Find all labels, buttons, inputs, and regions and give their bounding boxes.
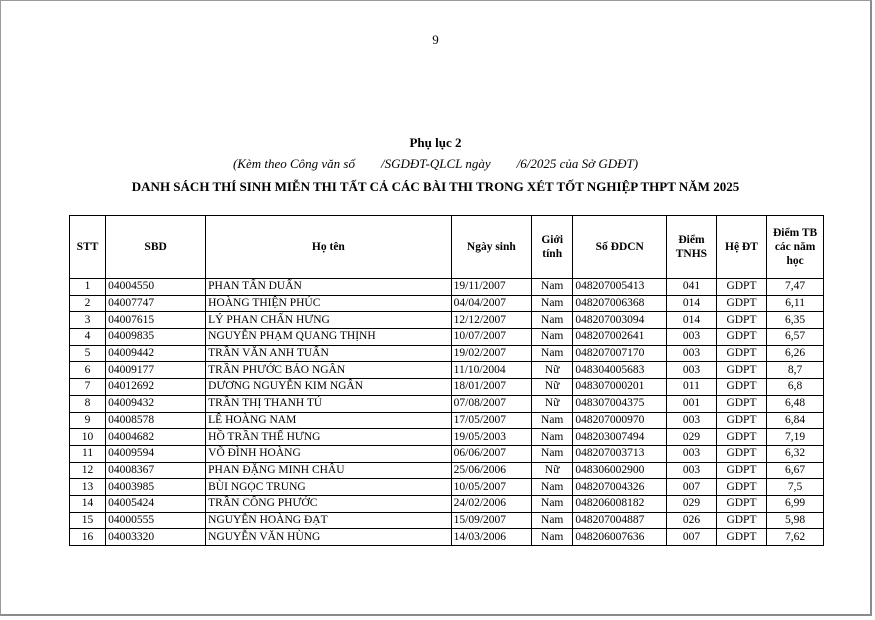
cell-dob: 14/03/2006 [451,529,531,546]
cell-tnhs: 003 [667,462,717,479]
cell-tnhs: 003 [667,345,717,362]
cell-name: LÝ PHAN CHẤN HƯNG [206,312,451,329]
cell-stt: 9 [70,412,106,429]
table-body [70,279,824,546]
cell-he: GDPT [716,345,767,362]
cell-avg: 6,26 [767,345,824,362]
table-row [70,395,824,412]
cell-sbd: 04007747 [106,295,206,312]
cell-stt: 5 [70,345,106,362]
cell-cccd: 048207006368 [573,295,667,312]
cell-gender: Nam [532,529,573,546]
cell-sbd: 04009442 [106,345,206,362]
cell-he: GDPT [716,329,767,346]
cell-tnhs: 007 [667,479,717,496]
cell-he: GDPT [716,379,767,396]
cell-stt: 4 [70,329,106,346]
cell-stt: 2 [70,295,106,312]
cell-he: GDPT [716,312,767,329]
cell-tnhs: 003 [667,412,717,429]
cell-name: LÊ HOÀNG NAM [206,412,451,429]
table-row [70,412,824,429]
cell-cccd: 048207005413 [573,279,667,296]
cell-cccd: 048207004326 [573,479,667,496]
cell-sbd: 04003985 [106,479,206,496]
cell-stt: 12 [70,462,106,479]
cell-stt: 13 [70,479,106,496]
cell-cccd: 048206007636 [573,529,667,546]
table-row [70,462,824,479]
cell-gender: Nam [532,279,573,296]
cell-cccd: 048203007494 [573,429,667,446]
cell-stt: 8 [70,395,106,412]
cell-he: GDPT [716,412,767,429]
cell-avg: 6,84 [767,412,824,429]
cell-stt: 10 [70,429,106,446]
cell-tnhs: 014 [667,312,717,329]
cell-name: HỒ TRẦN THẾ HƯNG [206,429,451,446]
cell-stt: 14 [70,495,106,512]
table-row [70,295,824,312]
cell-gender: Nữ [532,462,573,479]
cell-dob: 24/02/2006 [451,495,531,512]
cell-sbd: 04004550 [106,279,206,296]
cell-cccd: 048304005683 [573,362,667,379]
cell-dob: 07/08/2007 [451,395,531,412]
cell-dob: 17/05/2007 [451,412,531,429]
cell-tnhs: 007 [667,529,717,546]
cell-gender: Nam [532,512,573,529]
cell-dob: 19/11/2007 [451,279,531,296]
cell-name: TRẦN VĂN ANH TUẤN [206,345,451,362]
header-name: Họ tên [206,216,451,279]
cell-avg: 7,47 [767,279,824,296]
cell-name: NGUYỄN HOÀNG ĐẠT [206,512,451,529]
cell-cccd: 048207002641 [573,329,667,346]
cell-he: GDPT [716,512,767,529]
header-gender: Giới tính [532,216,573,279]
table-row [70,329,824,346]
cell-he: GDPT [716,462,767,479]
cell-sbd: 04009835 [106,329,206,346]
cell-avg: 6,32 [767,445,824,462]
cell-he: GDPT [716,495,767,512]
cell-cccd: 048307000201 [573,379,667,396]
cell-sbd: 04008578 [106,412,206,429]
candidate-table [69,215,824,546]
cell-name: TRẦN CÔNG PHƯỚC [206,495,451,512]
header-he: Hệ ĐT [716,216,767,279]
header-dob: Ngày sinh [451,216,531,279]
page-number: 9 [432,32,439,47]
table-row [70,362,824,379]
cell-name: NGUYỄN VĂN HÙNG [206,529,451,546]
cell-dob: 19/05/2003 [451,429,531,446]
cell-avg: 7,19 [767,429,824,446]
cell-name: BÙI NGỌC TRUNG [206,479,451,496]
cell-dob: 15/09/2007 [451,512,531,529]
cell-dob: 10/05/2007 [451,479,531,496]
cell-gender: Nam [532,479,573,496]
cell-avg: 6,11 [767,295,824,312]
cell-gender: Nam [532,329,573,346]
cell-tnhs: 014 [667,295,717,312]
table-row [70,529,824,546]
cell-gender: Nữ [532,395,573,412]
header-stt: STT [70,216,106,279]
cell-sbd: 04009594 [106,445,206,462]
cell-avg: 6,35 [767,312,824,329]
table-row [70,379,824,396]
cell-he: GDPT [716,279,767,296]
cell-tnhs: 041 [667,279,717,296]
cell-stt: 3 [70,312,106,329]
table-row [70,495,824,512]
cell-cccd: 048206008182 [573,495,667,512]
cell-cccd: 048306002900 [573,462,667,479]
cell-dob: 12/12/2007 [451,312,531,329]
cell-name: PHAN ĐẶNG MINH CHÂU [206,462,451,479]
cell-name: VÕ ĐÌNH HOÀNG [206,445,451,462]
cell-avg: 7,62 [767,529,824,546]
cell-cccd: 048207004887 [573,512,667,529]
document-title: DANH SÁCH THÍ SINH MIỄN THI TẤT CẢ CÁC BÀI THI TRONG XÉT TỐT NGHIỆP THPT NĂM 2025 [131,179,740,194]
reference-line: (Kèm theo Công văn số /SGDĐT-QLCL ngày /6/2025 của Sở GDĐT) [232,156,639,171]
header-cccd: Số ĐDCN [573,216,667,279]
cell-name: HOÀNG THIỆN PHÚC [206,295,451,312]
table-row [70,445,824,462]
cell-tnhs: 011 [667,379,717,396]
cell-he: GDPT [716,445,767,462]
appendix-label: Phụ lục 2 [409,135,462,150]
cell-avg: 6,99 [767,495,824,512]
cell-gender: Nam [532,412,573,429]
cell-tnhs: 001 [667,395,717,412]
cell-dob: 11/10/2004 [451,362,531,379]
cell-tnhs: 003 [667,445,717,462]
cell-sbd: 04009432 [106,395,206,412]
cell-avg: 6,8 [767,379,824,396]
cell-dob: 25/06/2006 [451,462,531,479]
table-row [70,479,824,496]
cell-name: DƯƠNG NGUYỄN KIM NGÂN [206,379,451,396]
cell-avg: 6,48 [767,395,824,412]
cell-sbd: 04007615 [106,312,206,329]
cell-dob: 04/04/2007 [451,295,531,312]
cell-gender: Nam [532,495,573,512]
header-tnhs: Điểm TNHS [667,216,717,279]
cell-gender: Nam [532,312,573,329]
cell-cccd: 048207000970 [573,412,667,429]
cell-cccd: 048207007170 [573,345,667,362]
cell-stt: 11 [70,445,106,462]
cell-sbd: 04009177 [106,362,206,379]
cell-name: TRẦN PHƯỚC BẢO NGÂN [206,362,451,379]
table-row [70,429,824,446]
cell-sbd: 04000555 [106,512,206,529]
table-row [70,512,824,529]
cell-dob: 19/02/2007 [451,345,531,362]
table-row [70,279,824,296]
cell-cccd: 048207003713 [573,445,667,462]
cell-avg: 6,57 [767,329,824,346]
cell-dob: 06/06/2007 [451,445,531,462]
cell-gender: Nữ [532,379,573,396]
header-sbd: SBD [106,216,206,279]
cell-stt: 15 [70,512,106,529]
table-row [70,312,824,329]
cell-stt: 16 [70,529,106,546]
cell-stt: 6 [70,362,106,379]
cell-tnhs: 003 [667,362,717,379]
cell-he: GDPT [716,529,767,546]
cell-name: PHAN TẤN DUẨN [206,279,451,296]
cell-gender: Nam [532,295,573,312]
cell-cccd: 048207003094 [573,312,667,329]
cell-sbd: 04004682 [106,429,206,446]
cell-stt: 7 [70,379,106,396]
cell-gender: Nam [532,429,573,446]
cell-name: NGUYỄN PHẠM QUANG THỊNH [206,329,451,346]
cell-tnhs: 029 [667,429,717,446]
cell-gender: Nam [532,345,573,362]
cell-cccd: 048307004375 [573,395,667,412]
cell-sbd: 04008367 [106,462,206,479]
cell-avg: 5,98 [767,512,824,529]
cell-tnhs: 029 [667,495,717,512]
table-header-row [70,216,824,279]
cell-sbd: 04005424 [106,495,206,512]
cell-he: GDPT [716,429,767,446]
cell-sbd: 04012692 [106,379,206,396]
cell-name: TRẦN THỊ THANH TÚ [206,395,451,412]
cell-dob: 10/07/2007 [451,329,531,346]
cell-avg: 7,5 [767,479,824,496]
cell-he: GDPT [716,362,767,379]
cell-gender: Nam [532,445,573,462]
cell-dob: 18/01/2007 [451,379,531,396]
cell-stt: 1 [70,279,106,296]
cell-he: GDPT [716,395,767,412]
cell-avg: 6,67 [767,462,824,479]
cell-he: GDPT [716,295,767,312]
cell-he: GDPT [716,479,767,496]
table-row [70,345,824,362]
cell-sbd: 04003320 [106,529,206,546]
cell-gender: Nữ [532,362,573,379]
cell-tnhs: 026 [667,512,717,529]
header-avg: Điểm TB các năm học [767,216,824,279]
cell-tnhs: 003 [667,329,717,346]
cell-avg: 8,7 [767,362,824,379]
